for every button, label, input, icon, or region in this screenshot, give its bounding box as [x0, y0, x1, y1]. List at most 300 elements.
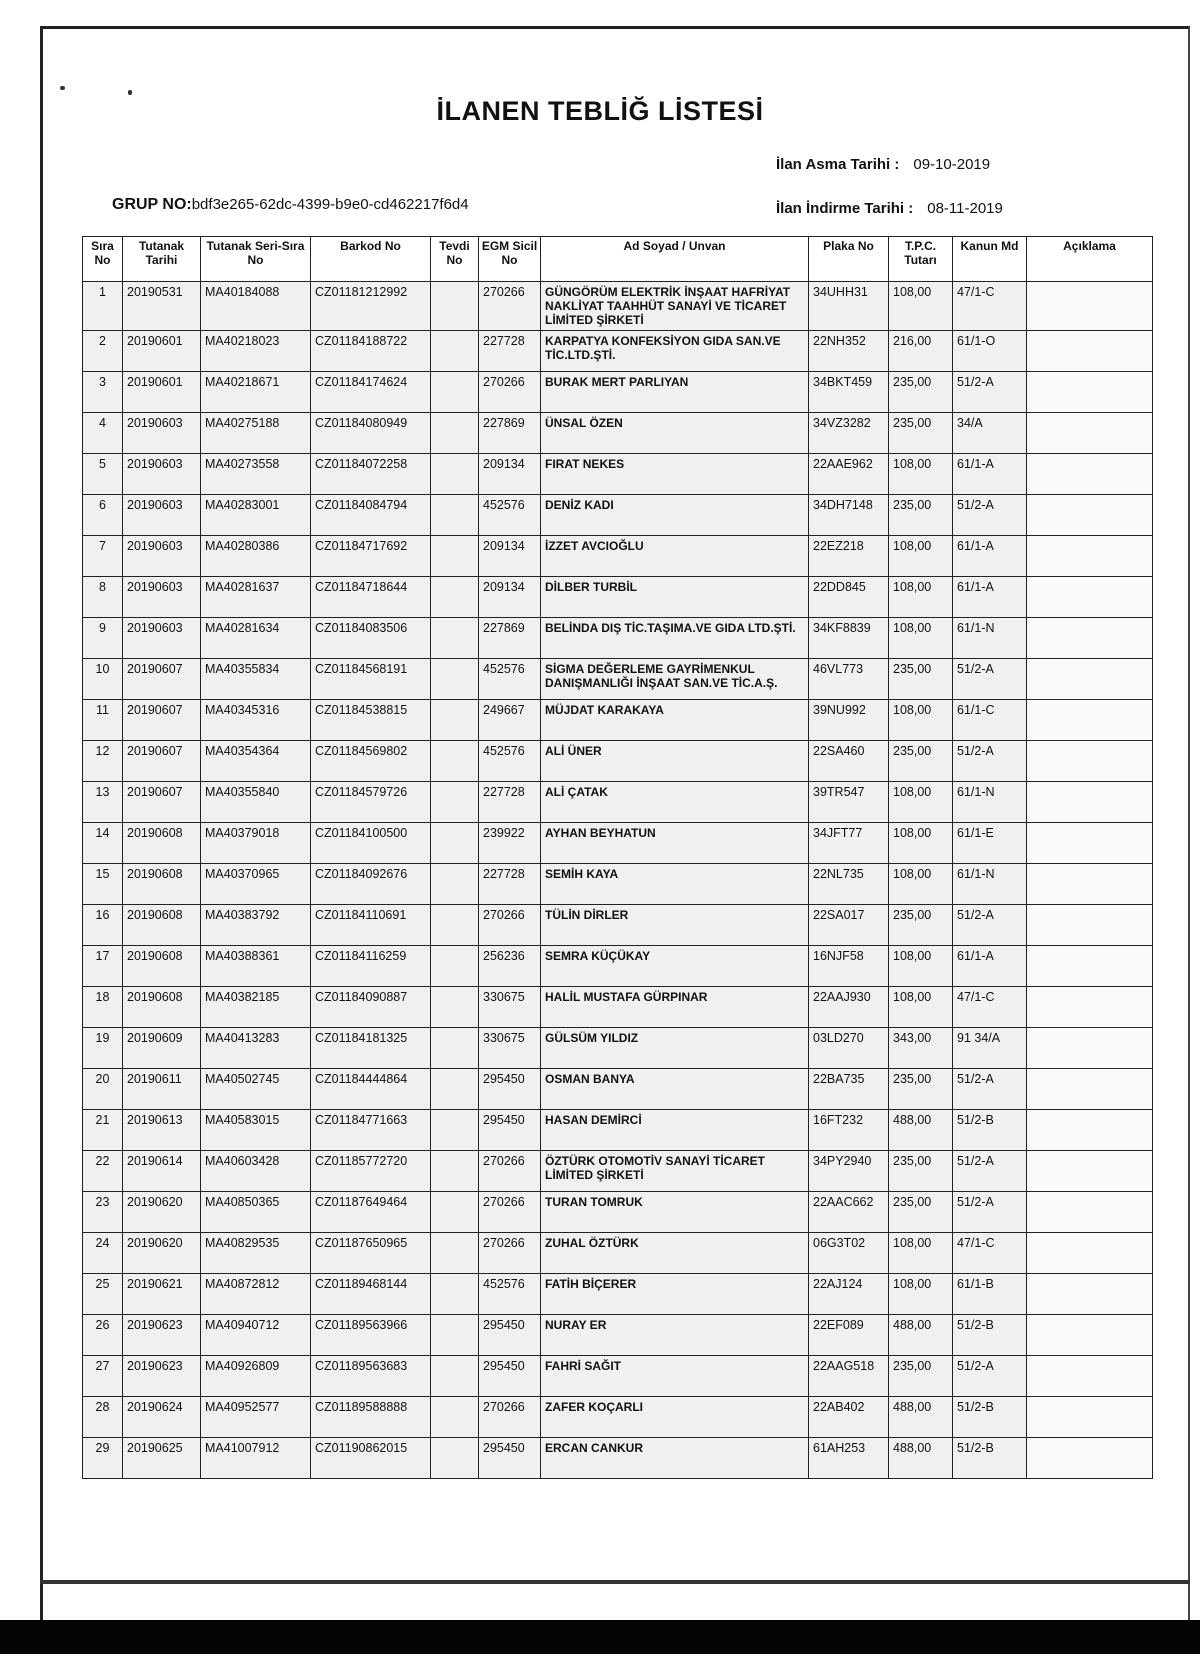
cell-tevdi — [431, 536, 479, 577]
cell-kanun: 51/2-B — [953, 1397, 1027, 1438]
cell-tpc: 235,00 — [889, 659, 953, 700]
cell-tutanak-tarihi: 20190603 — [123, 618, 201, 659]
cell-tevdi — [431, 1028, 479, 1069]
cell-barkod: CZ01184444864 — [311, 1069, 431, 1110]
header-plaka: Plaka No — [809, 237, 889, 282]
cell-ad-soyad: FATİH BİÇERER — [541, 1274, 809, 1315]
cell-egm: 209134 — [479, 454, 541, 495]
cell-kanun: 47/1-C — [953, 1233, 1027, 1274]
cell-kanun: 51/2-A — [953, 495, 1027, 536]
cell-barkod: CZ01184100500 — [311, 823, 431, 864]
cell-sira: 27 — [83, 1356, 123, 1397]
cell-kanun: 51/2-B — [953, 1110, 1027, 1151]
cell-plaka: 22NL735 — [809, 864, 889, 905]
cell-egm: 295450 — [479, 1069, 541, 1110]
cell-sira: 17 — [83, 946, 123, 987]
cell-tpc: 108,00 — [889, 782, 953, 823]
cell-tutanak-seri: MA40275188 — [201, 413, 311, 454]
header-kanun: Kanun Md — [953, 237, 1027, 282]
cell-kanun: 61/1-A — [953, 536, 1027, 577]
cell-barkod: CZ01184092676 — [311, 864, 431, 905]
cell-aciklama — [1027, 495, 1153, 536]
cell-tutanak-tarihi: 20190603 — [123, 413, 201, 454]
cell-plaka: 03LD270 — [809, 1028, 889, 1069]
cell-tpc: 488,00 — [889, 1438, 953, 1479]
cell-tutanak-tarihi: 20190603 — [123, 536, 201, 577]
cell-aciklama — [1027, 454, 1153, 495]
cell-sira: 24 — [83, 1233, 123, 1274]
table-row — [83, 1151, 1153, 1192]
cell-sira: 20 — [83, 1069, 123, 1110]
cell-sira: 21 — [83, 1110, 123, 1151]
table-row — [83, 1110, 1153, 1151]
ilan-asma-label: İlan Asma Tarihi : — [776, 156, 900, 173]
cell-tevdi — [431, 1192, 479, 1233]
cell-aciklama — [1027, 741, 1153, 782]
cell-kanun: 51/2-A — [953, 1151, 1027, 1192]
table-row — [83, 495, 1153, 536]
cell-kanun: 51/2-B — [953, 1315, 1027, 1356]
cell-egm: 227869 — [479, 413, 541, 454]
cell-tpc: 488,00 — [889, 1397, 953, 1438]
cell-ad-soyad: AYHAN BEYHATUN — [541, 823, 809, 864]
header-tutanak-tarihi: Tutanak Tarihi — [123, 237, 201, 282]
cell-plaka: 61AH253 — [809, 1438, 889, 1479]
cell-aciklama — [1027, 1315, 1153, 1356]
cell-egm: 209134 — [479, 577, 541, 618]
cell-egm: 227728 — [479, 782, 541, 823]
cell-egm: 270266 — [479, 372, 541, 413]
cell-tutanak-tarihi: 20190620 — [123, 1192, 201, 1233]
cell-tutanak-seri: MA40850365 — [201, 1192, 311, 1233]
table-row — [83, 1069, 1153, 1110]
cell-tutanak-tarihi: 20190623 — [123, 1315, 201, 1356]
cell-sira: 4 — [83, 413, 123, 454]
cell-tpc: 488,00 — [889, 1315, 953, 1356]
cell-barkod: CZ01184083506 — [311, 618, 431, 659]
cell-tutanak-tarihi: 20190607 — [123, 700, 201, 741]
cell-ad-soyad: GÜNGÖRÜM ELEKTRİK İNŞAAT HAFRİYAT NAKLİYAT TAAHHÜT SANAYİ VE TİCARET LİMİTED ŞİRKETİ — [541, 282, 809, 331]
cell-kanun: 61/1-E — [953, 823, 1027, 864]
cell-egm: 227728 — [479, 331, 541, 372]
header-sira: Sıra No — [83, 237, 123, 282]
cell-tevdi — [431, 1356, 479, 1397]
cell-tevdi — [431, 864, 479, 905]
cell-tpc: 235,00 — [889, 905, 953, 946]
cell-tpc: 108,00 — [889, 577, 953, 618]
cell-ad-soyad: BURAK MERT PARLIYAN — [541, 372, 809, 413]
table-row — [83, 864, 1153, 905]
cell-tpc: 108,00 — [889, 700, 953, 741]
cell-tutanak-seri: MA40940712 — [201, 1315, 311, 1356]
cell-tutanak-seri: MA40379018 — [201, 823, 311, 864]
table-row — [83, 782, 1153, 823]
cell-egm: 295450 — [479, 1110, 541, 1151]
cell-aciklama — [1027, 1397, 1153, 1438]
cell-tutanak-tarihi: 20190621 — [123, 1274, 201, 1315]
cell-tutanak-seri: MA40388361 — [201, 946, 311, 987]
cell-ad-soyad: ZUHAL ÖZTÜRK — [541, 1233, 809, 1274]
table-row — [83, 987, 1153, 1028]
cell-tutanak-seri: MA40273558 — [201, 454, 311, 495]
cell-ad-soyad: MÜJDAT KARAKAYA — [541, 700, 809, 741]
cell-aciklama — [1027, 782, 1153, 823]
cell-sira: 28 — [83, 1397, 123, 1438]
cell-tutanak-seri: MA40355840 — [201, 782, 311, 823]
cell-egm: 270266 — [479, 282, 541, 331]
cell-kanun: 51/2-A — [953, 905, 1027, 946]
cell-ad-soyad: TURAN TOMRUK — [541, 1192, 809, 1233]
cell-tpc: 108,00 — [889, 864, 953, 905]
table-row — [83, 372, 1153, 413]
cell-kanun: 61/1-N — [953, 864, 1027, 905]
cell-plaka: 22SA460 — [809, 741, 889, 782]
cell-barkod: CZ01184084794 — [311, 495, 431, 536]
cell-ad-soyad: ALİ ÜNER — [541, 741, 809, 782]
table-row — [83, 1356, 1153, 1397]
cell-aciklama — [1027, 864, 1153, 905]
table-row — [83, 1233, 1153, 1274]
cell-tutanak-tarihi: 20190625 — [123, 1438, 201, 1479]
cell-kanun: 61/1-A — [953, 946, 1027, 987]
cell-tutanak-seri: MA40502745 — [201, 1069, 311, 1110]
cell-tutanak-seri: MA40413283 — [201, 1028, 311, 1069]
cell-ad-soyad: KARPATYA KONFEKSİYON GIDA SAN.VE TİC.LTD.ŞTİ. — [541, 331, 809, 372]
cell-tevdi — [431, 946, 479, 987]
header-tevdi: Tevdi No — [431, 237, 479, 282]
cell-plaka: 34JFT77 — [809, 823, 889, 864]
cell-ad-soyad: SİGMA DEĞERLEME GAYRİMENKUL DANIŞMANLIĞI İNŞAAT SAN.VE TİC.A.Ş. — [541, 659, 809, 700]
cell-tevdi — [431, 1397, 479, 1438]
cell-tutanak-tarihi: 20190608 — [123, 864, 201, 905]
cell-barkod: CZ01189468144 — [311, 1274, 431, 1315]
cell-tpc: 216,00 — [889, 331, 953, 372]
cell-plaka: 22AAG518 — [809, 1356, 889, 1397]
cell-tevdi — [431, 495, 479, 536]
cell-plaka: 22AAC662 — [809, 1192, 889, 1233]
cell-barkod: CZ01184718644 — [311, 577, 431, 618]
cell-egm: 227728 — [479, 864, 541, 905]
cell-egm: 270266 — [479, 1151, 541, 1192]
cell-tpc: 235,00 — [889, 372, 953, 413]
cell-plaka: 34BKT459 — [809, 372, 889, 413]
cell-ad-soyad: TÜLİN DİRLER — [541, 905, 809, 946]
table-row — [83, 1274, 1153, 1315]
cell-tpc: 108,00 — [889, 987, 953, 1028]
cell-barkod: CZ01184110691 — [311, 905, 431, 946]
cell-sira: 29 — [83, 1438, 123, 1479]
cell-sira: 5 — [83, 454, 123, 495]
cell-plaka: 22AB402 — [809, 1397, 889, 1438]
cell-tevdi — [431, 1233, 479, 1274]
cell-sira: 22 — [83, 1151, 123, 1192]
cell-sira: 11 — [83, 700, 123, 741]
cell-tevdi — [431, 1110, 479, 1151]
cell-tutanak-tarihi: 20190608 — [123, 905, 201, 946]
cell-plaka: 39TR547 — [809, 782, 889, 823]
cell-ad-soyad: ÜNSAL ÖZEN — [541, 413, 809, 454]
cell-aciklama — [1027, 1438, 1153, 1479]
cell-plaka: 22NH352 — [809, 331, 889, 372]
ilan-indirme-label: İlan İndirme Tarihi : — [776, 200, 914, 217]
ilan-indirme-tarihi — [776, 200, 1003, 217]
cell-tutanak-tarihi: 20190609 — [123, 1028, 201, 1069]
table-row — [83, 577, 1153, 618]
cell-aciklama — [1027, 413, 1153, 454]
cell-egm: 227869 — [479, 618, 541, 659]
cell-tpc: 235,00 — [889, 741, 953, 782]
cell-egm: 330675 — [479, 987, 541, 1028]
table-row — [83, 1028, 1153, 1069]
table-row — [83, 1192, 1153, 1233]
cell-barkod: CZ01184090887 — [311, 987, 431, 1028]
cell-kanun: 61/1-N — [953, 782, 1027, 823]
cell-aciklama — [1027, 331, 1153, 372]
cell-plaka: 22EF089 — [809, 1315, 889, 1356]
cell-aciklama — [1027, 1110, 1153, 1151]
cell-barkod: CZ01184538815 — [311, 700, 431, 741]
cell-barkod: CZ01184188722 — [311, 331, 431, 372]
cell-sira: 7 — [83, 536, 123, 577]
table-row — [83, 1438, 1153, 1479]
cell-plaka: 22EZ218 — [809, 536, 889, 577]
cell-tevdi — [431, 577, 479, 618]
cell-ad-soyad: SEMRA KÜÇÜKAY — [541, 946, 809, 987]
cell-tevdi — [431, 1069, 479, 1110]
cell-tutanak-seri: MA40583015 — [201, 1110, 311, 1151]
cell-kanun: 61/1-N — [953, 618, 1027, 659]
cell-kanun: 47/1-C — [953, 282, 1027, 331]
cell-tutanak-tarihi: 20190620 — [123, 1233, 201, 1274]
cell-ad-soyad: ÖZTÜRK OTOMOTİV SANAYİ TİCARET LİMİTED ŞİRKETİ — [541, 1151, 809, 1192]
cell-tutanak-tarihi: 20190603 — [123, 577, 201, 618]
cell-tpc: 235,00 — [889, 1356, 953, 1397]
cell-tutanak-tarihi: 20190608 — [123, 987, 201, 1028]
cell-aciklama — [1027, 577, 1153, 618]
cell-sira: 16 — [83, 905, 123, 946]
cell-kanun: 34/A — [953, 413, 1027, 454]
cell-tutanak-seri: MA40829535 — [201, 1233, 311, 1274]
cell-tevdi — [431, 618, 479, 659]
cell-ad-soyad: SEMİH KAYA — [541, 864, 809, 905]
cell-tpc: 235,00 — [889, 1151, 953, 1192]
cell-sira: 13 — [83, 782, 123, 823]
cell-aciklama — [1027, 618, 1153, 659]
cell-tpc: 108,00 — [889, 282, 953, 331]
cell-tevdi — [431, 782, 479, 823]
cell-tpc: 108,00 — [889, 536, 953, 577]
cell-tpc: 235,00 — [889, 1069, 953, 1110]
table-row — [83, 823, 1153, 864]
cell-ad-soyad: ALİ ÇATAK — [541, 782, 809, 823]
header-egm: EGM Sicil No — [479, 237, 541, 282]
cell-sira: 8 — [83, 577, 123, 618]
cell-barkod: CZ01189563683 — [311, 1356, 431, 1397]
scan-bottom-edge — [0, 1620, 1200, 1654]
cell-kanun: 51/2-B — [953, 1438, 1027, 1479]
table-row — [83, 1397, 1153, 1438]
cell-barkod: CZ01190862015 — [311, 1438, 431, 1479]
table-row — [83, 618, 1153, 659]
cell-barkod: CZ01184080949 — [311, 413, 431, 454]
grup-no-label: GRUP NO: — [112, 196, 192, 213]
cell-aciklama — [1027, 282, 1153, 331]
cell-barkod: CZ01189563966 — [311, 1315, 431, 1356]
cell-plaka: 16FT232 — [809, 1110, 889, 1151]
cell-egm: 256236 — [479, 946, 541, 987]
cell-ad-soyad: ERCAN CANKUR — [541, 1438, 809, 1479]
header-barkod: Barkod No — [311, 237, 431, 282]
cell-tpc: 235,00 — [889, 413, 953, 454]
cell-ad-soyad: DENİZ KADI — [541, 495, 809, 536]
cell-tevdi — [431, 454, 479, 495]
cell-barkod: CZ01189588888 — [311, 1397, 431, 1438]
cell-plaka: 34PY2940 — [809, 1151, 889, 1192]
cell-tutanak-seri: MA40184088 — [201, 282, 311, 331]
document-title: İLANEN TEBLİĞ LİSTESİ — [436, 96, 764, 126]
cell-egm: 239922 — [479, 823, 541, 864]
cell-ad-soyad: NURAY ER — [541, 1315, 809, 1356]
cell-ad-soyad: OSMAN BANYA — [541, 1069, 809, 1110]
scan-speck — [128, 90, 132, 95]
table-row — [83, 454, 1153, 495]
cell-aciklama — [1027, 1356, 1153, 1397]
cell-tutanak-seri: MA40218671 — [201, 372, 311, 413]
cell-tpc: 488,00 — [889, 1110, 953, 1151]
cell-tutanak-tarihi: 20190614 — [123, 1151, 201, 1192]
cell-egm: 295450 — [479, 1356, 541, 1397]
cell-kanun: 61/1-B — [953, 1274, 1027, 1315]
cell-egm: 209134 — [479, 536, 541, 577]
cell-tevdi — [431, 1274, 479, 1315]
cell-tpc: 108,00 — [889, 454, 953, 495]
table-row — [83, 1315, 1153, 1356]
cell-tevdi — [431, 1315, 479, 1356]
cell-tutanak-seri: MA40383792 — [201, 905, 311, 946]
cell-barkod: CZ01184174624 — [311, 372, 431, 413]
table-row — [83, 946, 1153, 987]
cell-tutanak-tarihi: 20190603 — [123, 454, 201, 495]
cell-plaka: 39NU992 — [809, 700, 889, 741]
bottom-rule — [40, 1580, 1190, 1584]
cell-tpc: 343,00 — [889, 1028, 953, 1069]
cell-aciklama — [1027, 1028, 1153, 1069]
ilan-asma-value: 09-10-2019 — [913, 156, 991, 173]
table-row — [83, 741, 1153, 782]
table-row — [83, 413, 1153, 454]
cell-kanun: 51/2-A — [953, 741, 1027, 782]
table-header-row — [83, 237, 1153, 282]
cell-tutanak-tarihi: 20190531 — [123, 282, 201, 331]
cell-plaka: 22AJ124 — [809, 1274, 889, 1315]
table-row — [83, 659, 1153, 700]
cell-tutanak-tarihi: 20190607 — [123, 782, 201, 823]
cell-tutanak-tarihi: 20190608 — [123, 946, 201, 987]
cell-ad-soyad: ZAFER KOÇARLI — [541, 1397, 809, 1438]
cell-plaka: 22BA735 — [809, 1069, 889, 1110]
cell-egm: 270266 — [479, 1233, 541, 1274]
cell-tutanak-seri: MA40952577 — [201, 1397, 311, 1438]
cell-aciklama — [1027, 823, 1153, 864]
cell-kanun: 61/1-A — [953, 577, 1027, 618]
cell-tutanak-tarihi: 20190624 — [123, 1397, 201, 1438]
cell-egm: 270266 — [479, 905, 541, 946]
cell-tutanak-seri: MA40370965 — [201, 864, 311, 905]
cell-tevdi — [431, 282, 479, 331]
cell-tutanak-tarihi: 20190601 — [123, 331, 201, 372]
cell-aciklama — [1027, 1233, 1153, 1274]
cell-tevdi — [431, 823, 479, 864]
cell-barkod: CZ01184568191 — [311, 659, 431, 700]
cell-kanun: 91 34/A — [953, 1028, 1027, 1069]
cell-tutanak-tarihi: 20190607 — [123, 741, 201, 782]
cell-plaka: 22SA017 — [809, 905, 889, 946]
cell-tutanak-seri: MA40281634 — [201, 618, 311, 659]
header-ad-soyad: Ad Soyad / Unvan — [541, 237, 809, 282]
cell-kanun: 51/2-A — [953, 372, 1027, 413]
cell-plaka: 34KF8839 — [809, 618, 889, 659]
cell-plaka: 06G3T02 — [809, 1233, 889, 1274]
cell-tevdi — [431, 987, 479, 1028]
cell-aciklama — [1027, 1274, 1153, 1315]
cell-barkod: CZ01185772720 — [311, 1151, 431, 1192]
cell-sira: 12 — [83, 741, 123, 782]
cell-tutanak-seri: MA40872812 — [201, 1274, 311, 1315]
cell-ad-soyad: GÜLSÜM YILDIZ — [541, 1028, 809, 1069]
cell-tevdi — [431, 905, 479, 946]
cell-plaka: 16NJF58 — [809, 946, 889, 987]
header-tutanak-seri: Tutanak Seri-Sıra No — [201, 237, 311, 282]
cell-egm: 452576 — [479, 741, 541, 782]
cell-barkod: CZ01184717692 — [311, 536, 431, 577]
cell-tevdi — [431, 413, 479, 454]
cell-aciklama — [1027, 987, 1153, 1028]
cell-tutanak-seri: MA40603428 — [201, 1151, 311, 1192]
cell-plaka: 22AAJ930 — [809, 987, 889, 1028]
cell-egm: 270266 — [479, 1192, 541, 1233]
cell-tevdi — [431, 700, 479, 741]
table-row — [83, 700, 1153, 741]
cell-tutanak-seri: MA40218023 — [201, 331, 311, 372]
cell-kanun: 47/1-C — [953, 987, 1027, 1028]
cell-sira: 9 — [83, 618, 123, 659]
table-row — [83, 282, 1153, 331]
ilan-indirme-value: 08-11-2019 — [927, 200, 1003, 217]
cell-tpc: 235,00 — [889, 495, 953, 536]
cell-aciklama — [1027, 372, 1153, 413]
cell-barkod: CZ01184569802 — [311, 741, 431, 782]
cell-tutanak-tarihi: 20190608 — [123, 823, 201, 864]
cell-egm: 270266 — [479, 1397, 541, 1438]
header-tpc: T.P.C. Tutarı — [889, 237, 953, 282]
cell-tutanak-seri: MA40283001 — [201, 495, 311, 536]
cell-tutanak-tarihi: 20190613 — [123, 1110, 201, 1151]
cell-egm: 452576 — [479, 659, 541, 700]
cell-kanun: 61/1-O — [953, 331, 1027, 372]
cell-sira: 1 — [83, 282, 123, 331]
cell-tpc: 108,00 — [889, 946, 953, 987]
cell-tevdi — [431, 659, 479, 700]
cell-tutanak-seri: MA40355834 — [201, 659, 311, 700]
cell-tevdi — [431, 1438, 479, 1479]
cell-tpc: 108,00 — [889, 823, 953, 864]
cell-egm: 452576 — [479, 1274, 541, 1315]
cell-kanun: 51/2-A — [953, 1192, 1027, 1233]
cell-aciklama — [1027, 659, 1153, 700]
cell-barkod: CZ01184116259 — [311, 946, 431, 987]
cell-aciklama — [1027, 905, 1153, 946]
cell-plaka: 22DD845 — [809, 577, 889, 618]
